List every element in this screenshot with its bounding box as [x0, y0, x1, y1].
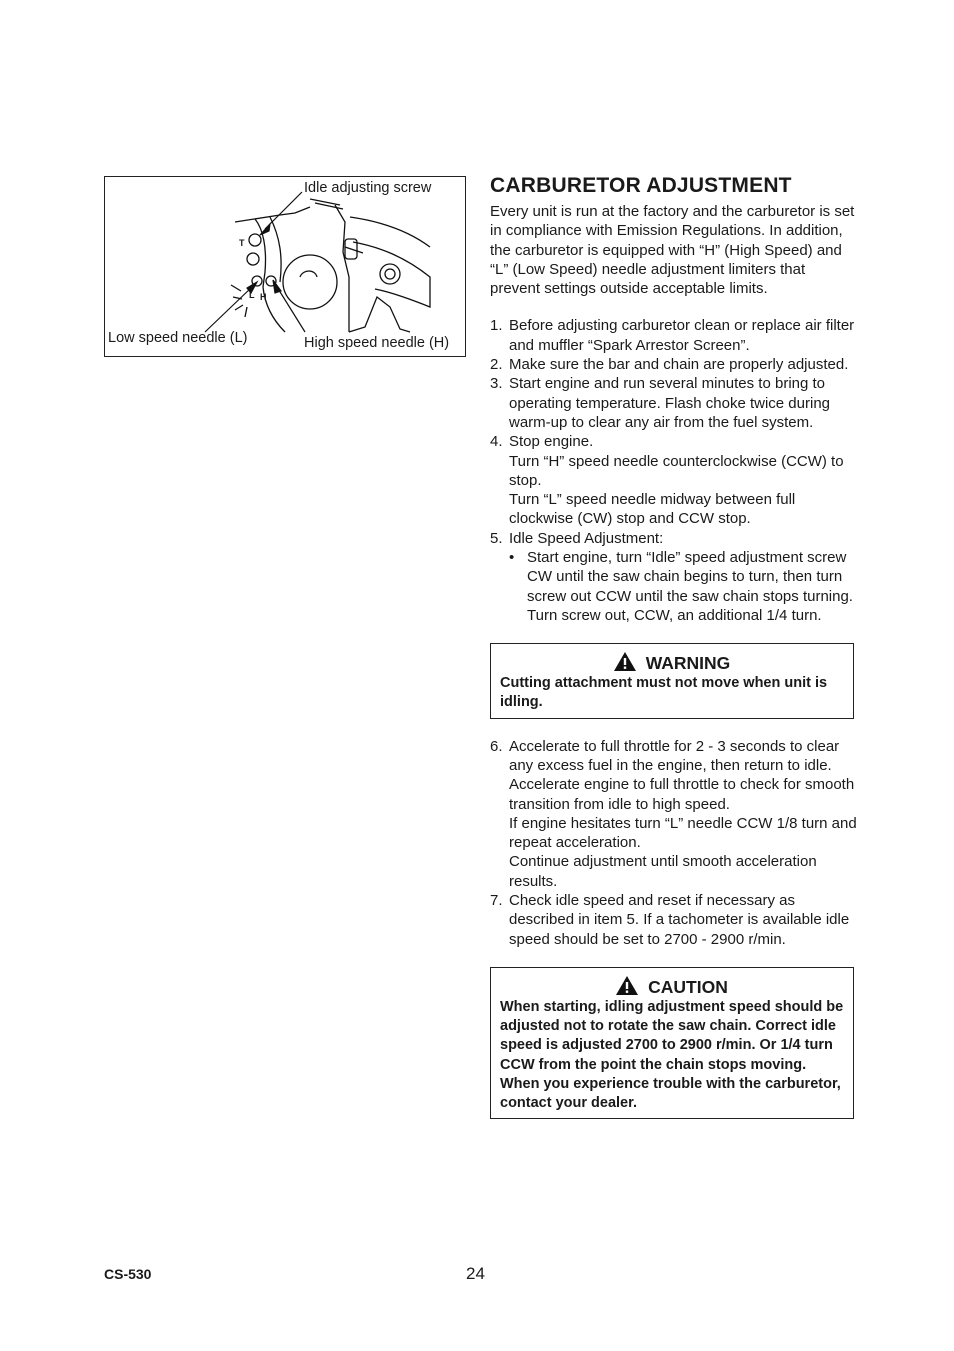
content-column	[490, 172, 858, 1137]
idle-screw-label: Idle adjusting screw	[304, 180, 432, 196]
mark-t: T	[239, 238, 245, 248]
caution-body: When you experience trouble with the carburetor, contact your dealer.	[500, 1075, 841, 1111]
caution-triangle-icon	[616, 976, 638, 995]
model-number: CS-530	[104, 1266, 152, 1282]
step-4	[490, 432, 858, 528]
warning-body: Cutting attachment must not move when unit is idling.	[500, 675, 828, 711]
step-1	[490, 316, 858, 355]
bullet-text: Start engine, turn “Idle” speed adjustment screw CW until the saw chain begins to turn, then turn screw out CCW until the saw chain stops turning.	[527, 549, 853, 605]
step-text: Make sure the bar and chain are properly adjusted.	[509, 356, 849, 374]
bullet-item	[509, 548, 858, 625]
high-speed-needle-label: High speed needle (H)	[304, 335, 450, 351]
low-speed-needle-label: Low speed needle (L)	[108, 330, 248, 346]
step-5	[490, 529, 858, 625]
step-text: Stop engine.	[509, 433, 594, 451]
warning-triangle-icon	[614, 652, 636, 671]
caution-heading	[500, 976, 844, 998]
caution-body: When starting, idling adjustment speed should be adjusted not to rotate the saw chain. Correct idle speed is adjusted 2700 to 2900 r/min. Or 1/4 turn CCW from the point the chain stops moving.	[500, 998, 844, 1073]
step-number: 7.	[490, 892, 503, 910]
step-6	[490, 737, 858, 891]
step-number: 4.	[490, 433, 503, 451]
warning-box	[490, 643, 854, 718]
section-title: CARBURETOR ADJUSTMENT	[490, 174, 792, 197]
step-text: Turn “L” speed needle midway between full clockwise (CW) stop and CCW stop.	[509, 491, 796, 528]
step-number: 5.	[490, 529, 503, 547]
caution-title: CAUTION	[648, 976, 728, 997]
carburetor-diagram	[104, 176, 466, 357]
step-text: Check idle speed and reset if necessary as described in item 5. If a tachometer is available idle speed should be set to 2700 - 2900 r/min.	[509, 892, 850, 948]
caution-box	[490, 967, 854, 1119]
step-text: Accelerate engine to full throttle to check for smooth transition from idle to high speed.	[509, 776, 855, 813]
step-number: 2.	[490, 356, 503, 374]
intro-paragraph: Every unit is run at the factory and the carburetor is set in compliance with Emission Regulations. In addition, the carburetor is equipped with “H” (High Speed) and “L” (Low Speed) needle adjustment limiters that prevent settings outside acceptable limits.	[490, 203, 855, 298]
step-text: If engine hesitates turn “L” needle CCW 1/8 turn and repeat acceleration.	[509, 814, 857, 852]
mark-h: H	[260, 292, 267, 302]
step-3	[490, 374, 858, 432]
step-2	[490, 355, 858, 374]
steps-list-continued	[490, 737, 858, 949]
step-number: 6.	[490, 737, 503, 755]
step-number: 1.	[490, 317, 503, 335]
step-text: Accelerate to full throttle for 2 - 3 seconds to clear any excess fuel in the engine, then return to idle.	[509, 737, 840, 774]
page-number: 24	[466, 1264, 485, 1283]
warning-title: WARNING	[645, 653, 731, 674]
step-text: Before adjusting carburetor clean or replace air filter and muffler “Spark Arrestor Screen”.	[509, 317, 855, 354]
mark-l: L	[249, 290, 255, 300]
bullet-text: Turn screw out, CCW, an additional 1/4 turn.	[527, 606, 822, 624]
step-text: Continue adjustment until smooth acceleration results.	[509, 853, 817, 890]
steps-list	[490, 316, 858, 625]
warning-heading	[500, 652, 844, 674]
step-text: Idle Speed Adjustment:	[509, 529, 664, 547]
step-7	[490, 891, 858, 949]
step-number: 3.	[490, 375, 503, 393]
bullet-mark: •	[509, 549, 515, 567]
step-text: Turn “H” speed needle counterclockwise (CCW) to stop.	[509, 452, 844, 489]
step-text: Start engine and run several minutes to bring to operating temperature. Flash choke twice during warm-up to clear any air from the fuel system.	[509, 375, 831, 431]
